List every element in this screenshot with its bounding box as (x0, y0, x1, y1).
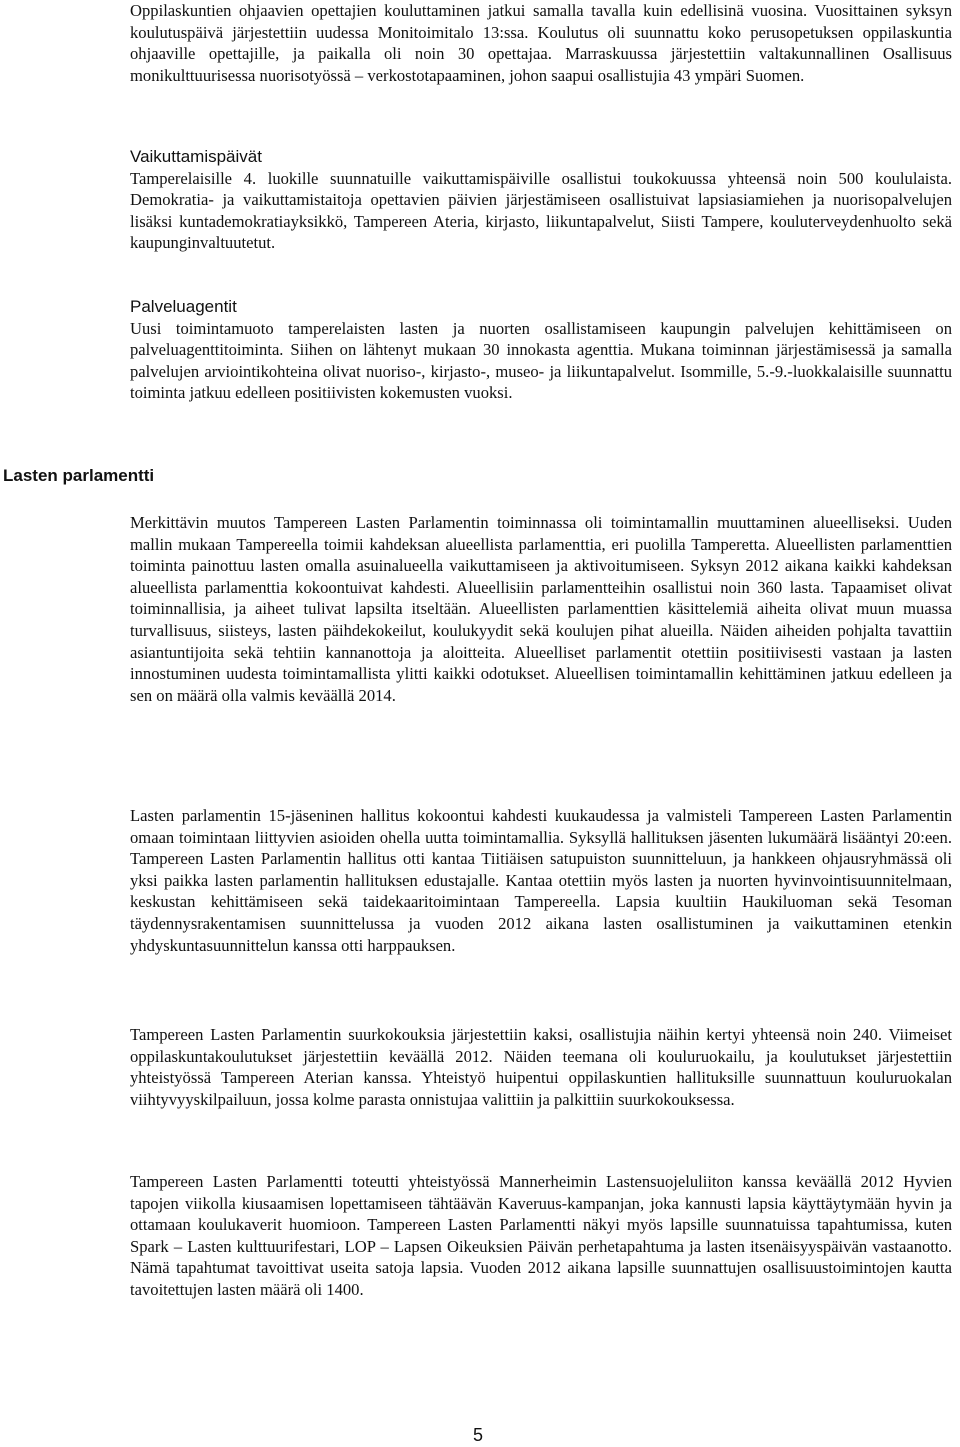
lasten-parlamentti-paragraph-1: Merkittävin muutos Tampereen Lasten Parlamentin toiminnassa oli toimintamallin muuttaminen alueelliseksi. Uuden mallin mukaan Tampereella toimii kahdeksan alueellista parlamenttia, eri puolilla Tamperetta. Alueellisten parlamenttien toiminta painottuu lasten omalla asuinalueella vaikuttamiseen ja aktivoitumiseen. Syksyn 2012 aikana kaikki kahdeksan alueellista parlamenttia kokoontuivat kahdesti. Alueellisiin parlamentteihin osallistui noin 360 lasta. Tapaamiset olivat toiminnallisia, ja aiheet tulivat lapsilta itseltään. Alueellisten parlamenttien käsittelemiä aiheita olivat muun muassa turvallisuus, siisteys, lasten päihdekokeilut, koulukyydit sekä koulujen pihat alueilla. Näiden aiheiden pohjalta tavattiin asiantuntijoita sekä tehtiin kannanottoja ja aloitteita. Alueelliset parlamentit otettiin positiivisesti vastaan ja lasten innostuminen uudesta toimintamallista ylitti kaikki odotukset. Alueellisen toimintamallin kehittäminen jatkuu edelleen ja sen on määrä olla valmis keväällä 2014. (130, 513, 952, 705)
palveluagentit-paragraph: Uusi toimintamuoto tamperelaisten lasten ja nuorten osallistamiseen kaupungin palvelujen kehittämiseen on palveluagenttitoiminta. Siihen on lähtenyt mukaan 30 innokasta agenttia. Mukana toiminnan järjestämisessä ja samalla palvelujen arviointikohteina olivat nuoriso-, kirjasto-, museo- ja liikuntapalvelut. Isommille, 5.-9.-luokkalaisille suunnattu toiminta jatkuu edelleen positiivisten kokemusten vuoksi. (130, 318, 952, 403)
lasten-parlamentti-paragraph-2-block (130, 805, 952, 956)
palveluagentit-section (130, 296, 952, 404)
section-heading-lasten-parlamentti: Lasten parlamentti (3, 466, 155, 485)
lasten-parlamentti-paragraph-3: Tampereen Lasten Parlamentin suurkokouksia järjestettiin kaksi, osallistujia näihin kertyi yhteensä noin 240. Viimeiset oppilaskuntakoulutukset järjestettiin keväällä 2012. Näiden teemana oli kouluruokailu, ja koulutukset järjestettiin yhteistyössä Tampereen Aterian kanssa. Yhteistyö huipentui oppilaskuntien hallituksille suunnattuun kouluruokalan viihtyvyyskilpailuun, jossa kolme parasta onnistujaa valittiin ja palkittiin suurkokouksessa. (130, 1025, 952, 1109)
palveluagentit-heading: Palveluagentit (130, 297, 237, 316)
intro-paragraph: Oppilaskuntien ohjaavien opettajien kouluttaminen jatkui samalla tavalla kuin edellisinä vuosina. Vuosittainen syksyn koulutuspäivä järjestettiin uudessa Monitoimitalo 13:ssa. Koulutus oli suunnattu koko perusopetuksen oppilaskuntia ohjaaville opettajille, ja paikalla oli noin 30 opettajaa. Marraskuussa järjestettiin valtakunnallinen Osallisuus monikulttuurisessa nuorisotyössä – verkostotapaaminen, johon saapui osallistujia 43 ympäri Suomen. (130, 1, 952, 85)
lasten-parlamentti-paragraph-3-block (130, 1024, 952, 1110)
lasten-parlamentti-paragraph-1-block (130, 512, 952, 706)
page-number: 5 (473, 1425, 484, 1445)
lasten-parlamentti-paragraph-2: Lasten parlamentin 15-jäseninen hallitus kokoontui kahdesti kuukaudessa ja valmisteli Tampereen Lasten Parlamentin omaan toimintaan liittyvien asioiden ohella uutta toimintamallia. Syksyllä hallituksen jäsenten lukumäärä lisääntyi 20:een. Tampereen Lasten Parlamentin hallitus otti kantaa Tiitiäisen satupuiston suunnitteluun, ja hankkeen ohjausryhmässä oli yksi paikka lasten parlamentin hallituksen edustajalle. Kantaa otettiin myös lasten ja nuorten hyvinvointisuunnitelmaan, keskustan kehittämiseen sekä taidekaaritoimintaan Tampereella. Lapsia kuultiin Haukiluoman sekä Tesoman täydennysrakentamisen suunnittelussa ja vuoden 2012 aikana lasten osallistuminen ja vaikuttaminen etenkin yhdyskuntasuunnittelun kanssa otti harppauksen. (130, 806, 952, 955)
vaikuttamispaivat-section (130, 146, 952, 254)
vaikuttamispaivat-paragraph: Tamperelaisille 4. luokille suunnatuille vaikuttamispäiville osallistui toukokuussa yhteensä noin 500 koululaista. Demokratia- ja vaikuttamistaitoja opettavien päivien järjestämiseen osallistuivat lapsiasiamiehen ja nuorisopalvelujen lisäksi kuntademokratiayksikkö, Tampereen Ateria, kirjasto, liikuntapalvelut, Siisti Tampere, kouluterveydenhuolto sekä kaupunginvaltuutetut. (130, 168, 952, 253)
lasten-parlamentti-paragraph-4: Tampereen Lasten Parlamentti toteutti yhteistyössä Mannerheimin Lastensuojeluliiton kanssa keväällä 2012 Hyvien tapojen viikolla kiusaamisen lopettamiseen tähtäävän Kaveruus-kampanjan, joka kannusti lapsia käyttäytymään hyvin ja ottamaan koulukaverit huomioon. Tampereen Lasten Parlamentti näkyi myös lapsille suunnatuissa tapahtumissa, kuten Spark – Lasten kulttuurifestari, LOP – Lapsen Oikeuksien Päivän perhetapahtuma ja lasten itsenäisyyspäivän vastaanotto. Nämä tapahtumat tavoittivat useita satoja lapsia. Vuoden 2012 aikana lapsille suunnattujen osallisuustoimintojen kautta tavoitettujen lasten määrä oli 1400. (130, 1172, 952, 1299)
lasten-parlamentti-paragraph-4-block (130, 1171, 952, 1301)
vaikuttamispaivat-heading: Vaikuttamispäivät (130, 147, 262, 166)
intro-section (130, 0, 952, 86)
